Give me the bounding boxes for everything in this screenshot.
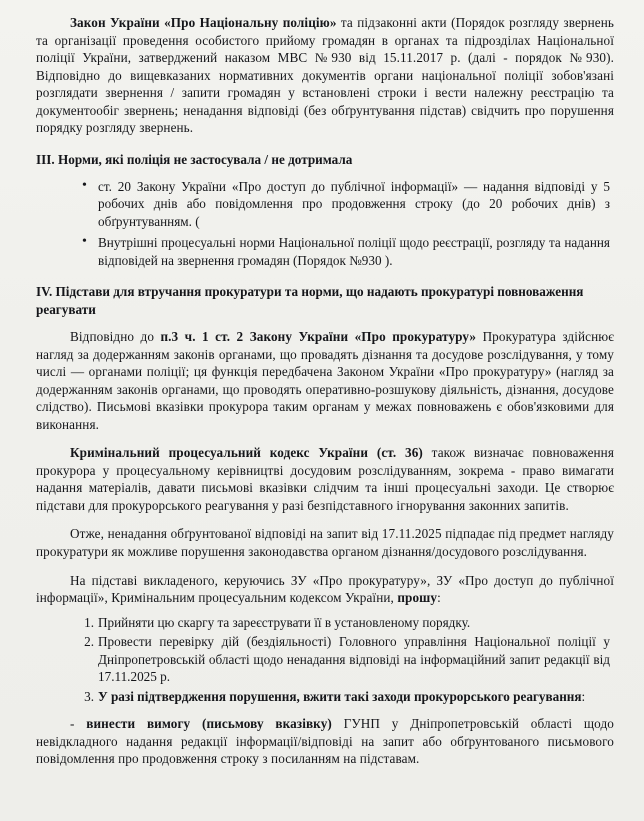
- bullet-text: ст. 20 Закону України «Про доступ до публічної інформації» — надання відповіді у 5 робочих днів або повідомлення про продовження строку (до 20 робочих днів) з обґрунтуванням. (: [98, 178, 610, 229]
- request-text-bold: У разі підтвердження порушення, вжити такі заходи прокурорського реагування: [98, 688, 582, 704]
- section-4-heading: IV. Підстави для втручання прокуратури та норми, що надають прокуратурі повноваження реагувати: [36, 284, 584, 318]
- list-item: [98, 178, 614, 231]
- measure-dash: -: [70, 716, 87, 732]
- measure-paragraph: [36, 715, 614, 768]
- section-4-paragraph-2: [36, 444, 614, 514]
- list-item: [98, 688, 614, 706]
- para4-prefix: На підставі викладеного, керуючись ЗУ «Про прокуратуру», ЗУ «Про доступ до публічної інформації», Кримінальним процесуальним кодексом України,: [36, 572, 614, 606]
- para4-bold: прошу: [397, 590, 438, 606]
- section-3-bullet-list: [36, 178, 614, 270]
- bullet-text: Внутрішні процесуальні норми Національної поліції щодо реєстрації, розгляду та надання відповідей на звернення громадян (Порядок №930 ).: [98, 235, 610, 268]
- request-text: Прийняти цю скаргу та зареєструвати її в установленому порядку.: [98, 614, 471, 630]
- list-item: [98, 234, 614, 269]
- section-4-paragraph-4: [36, 572, 614, 607]
- request-text-suffix: :: [581, 688, 586, 704]
- section-4-paragraph-3: Отже, ненадання обґрунтованої відповіді на запит від 17.11.2025 підпадає під предмет нагляду прокуратури як можливе порушення законодавства органом дізнання/досудового розслідування.: [36, 526, 614, 560]
- measure-bold: винести вимогу (письмову вказівку): [86, 716, 332, 732]
- para4-suffix: :: [437, 590, 441, 606]
- list-item: [98, 614, 614, 632]
- para1-prefix: Відповідно до: [70, 329, 161, 344]
- intro-lead-bold: Закон України «Про Національну поліцію»: [70, 15, 337, 30]
- list-item: [98, 633, 614, 686]
- intro-text: та підзаконні акти (Порядок розгляду звернень та організації проведення особистого прийому громадян в органах та підрозділах Національної поліції України, затверджений наказом МВС №930 від 15.11.2017 р. (далі - порядок №930). Відповідно до вищевказаних нормативних документів органи національної поліції зобов'язані розглядати звернення / запити громадян у встановлені строки і вести належну реєстрацію та документообіг звернень; ненадання відповіді (без обґрунтування підстав) свідчить про порушення порядку розгляду звернень.: [36, 15, 614, 136]
- para1-bold: п.3 ч. 1 ст. 2 Закону України «Про прокуратуру»: [160, 329, 477, 344]
- requests-list: [36, 614, 614, 706]
- measure-rest: ГУНП у Дніпропетровській області щодо невідкладного надання редакції інформації/відповіді на запит або обґрунтованого письмового повідомлення про продовження строку з посиланням на підставам.: [36, 716, 614, 767]
- request-text: Провести перевірку дій (бездіяльності) Головного управління Національної поліції у Дніпропетровській області щодо ненадання відповіді на інформаційний запит редакції від 17.11.2025 р.: [98, 634, 610, 685]
- para1-rest: Прокуратура здійснює нагляд за додержанням законів органами, що провадять дізнання та досудове розслідування, у тому числі — органами поліції; ця функція передбачена Законом України «Про прокуратуру» (нагляд за додержанням законів органами, що проводять оперативно-розшукову діяльність, дізнання, досудове слідство). Письмові вказівки прокурора таким органам у межах повноважень є обов'язковими для виконання.: [36, 329, 614, 432]
- intro-paragraph: [36, 14, 614, 137]
- para2-bold: Кримінальний процесуальний кодекс України (ст. 36): [70, 445, 423, 461]
- section-3-heading: III. Норми, які поліція не застосувала / не дотримала: [36, 151, 353, 167]
- para2-rest: також визначає повноваження прокурора у процесуальному керівництві досудовим розслідуванням, зокрема - право вимагати надання матеріалів, давати письмові вказівки слідчим та інші процесуальні заходи. Це створює підстави для прокурорського реагування у разі безпідставного ігнорування законних запитів.: [36, 445, 614, 513]
- section-4-paragraph-1: [36, 328, 614, 433]
